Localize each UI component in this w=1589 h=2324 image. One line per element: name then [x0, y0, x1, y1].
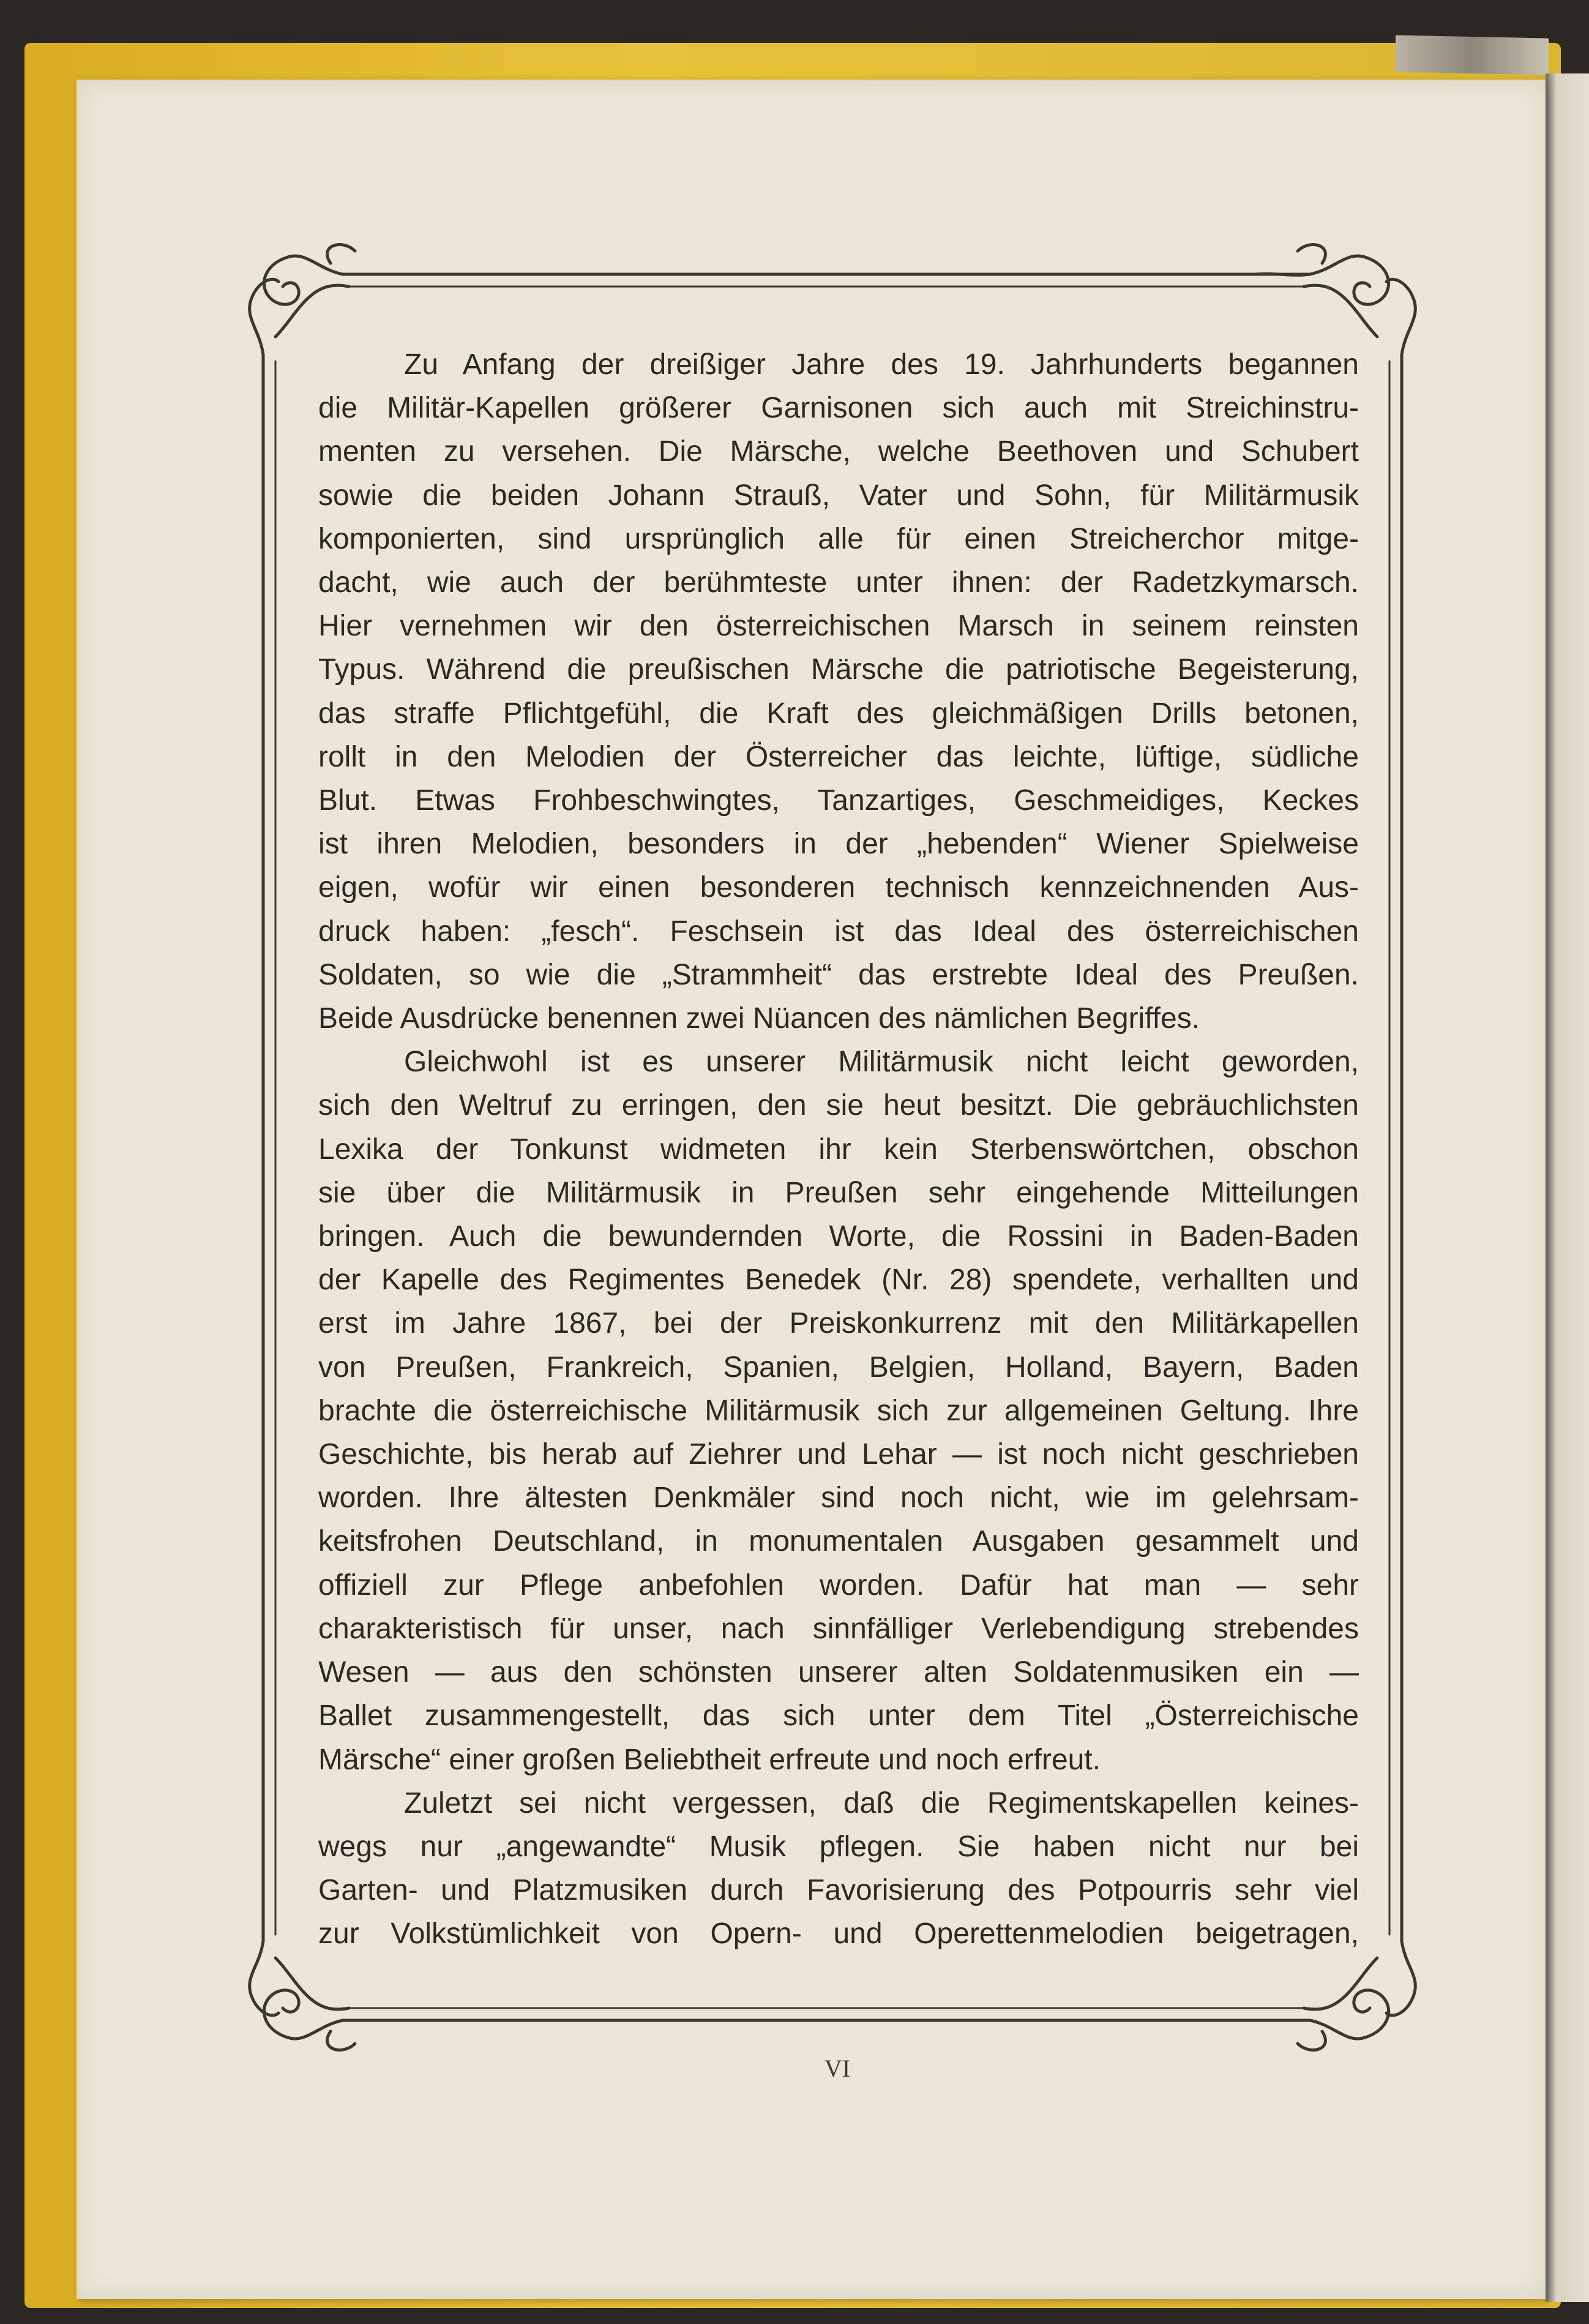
text-line: Blut. Etwas Frohbeschwingtes, Tanzartiges, Geschmeidiges, Keckes	[318, 784, 1359, 817]
text-line: sich den Weltruf zu erringen, den sie heut besitzt. Die gebräuchlichsten	[318, 1089, 1359, 1122]
text-line: sowie die beiden Johann Strauß, Vater und Sohn, für Militärmusik	[318, 479, 1359, 512]
text-line: Hier vernehmen wir den österreichischen Marsch in seinem reinsten	[318, 610, 1359, 643]
text-line: menten zu versehen. Die Märsche, welche Beethoven und Schubert	[318, 435, 1359, 468]
text-line: bringen. Auch die bewundernden Worte, die Rossini in Baden-Baden	[318, 1220, 1359, 1253]
text-line: Zu Anfang der dreißiger Jahre des 19. Jahrhunderts begannen	[404, 348, 1359, 381]
corner-ornament-bottom-left	[250, 1941, 355, 2050]
text-line: ist ihren Melodien, besonders in der „hebenden“ Wiener Spielweise	[318, 828, 1359, 861]
page-number: VI	[824, 2055, 851, 2082]
text-line: Lexika der Tonkunst widmeten ihr kein Sterbenswörtchen, obschon	[318, 1133, 1359, 1166]
text-line: Ballet zusammengestellt, das sich unter dem Titel „Österreichische	[318, 1700, 1359, 1733]
text-line: brachte die österreichische Militärmusik sich zur allgemeinen Geltung. Ihre	[318, 1394, 1359, 1427]
text-line: eigen, wofür wir einen besonderen technisch kennzeichnenden Aus-	[318, 871, 1359, 904]
text-line: von Preußen, Frankreich, Spanien, Belgien, Holland, Bayern, Baden	[318, 1351, 1359, 1384]
text-line: Geschichte, bis herab auf Ziehrer und Lehar — ist noch nicht geschrieben	[318, 1438, 1359, 1471]
corner-ornament-bottom-right	[1298, 1941, 1415, 2050]
text-line: druck haben: „fesch“. Feschsein ist das Ideal des österreichischen	[318, 915, 1359, 948]
text-line: Soldaten, so wie die „Strammheit“ das erstrebte Ideal des Preußen.	[318, 958, 1359, 991]
text-line: komponierten, sind ursprünglich alle für einen Streicherchor mitge-	[318, 522, 1359, 555]
text-line: Typus. Während die preußischen Märsche die patriotische Begeisterung,	[318, 653, 1359, 686]
text-line: Gleichwohl ist es unserer Militärmusik nicht leicht geworden,	[404, 1046, 1359, 1079]
text-line: erst im Jahre 1867, bei der Preiskonkurrenz mit den Militärkapellen	[318, 1307, 1359, 1340]
text-line: charakteristisch für unser, nach sinnfälliger Verlebendigung strebendes	[318, 1612, 1359, 1645]
text-line: sie über die Militärmusik in Preußen sehr eingehende Mitteilungen	[318, 1176, 1359, 1209]
text-line: Zuletzt sei nicht vergessen, daß die Regimentskapellen keines-	[404, 1786, 1359, 1820]
text-line: keitsfrohen Deutschland, in monumentalen Ausgaben gesammelt und	[318, 1525, 1359, 1558]
text-line: offiziell zur Pflege anbefohlen worden. Dafür hat man — sehr	[318, 1569, 1359, 1602]
body-text	[318, 343, 1359, 1956]
text-line: rollt in den Melodien der Österreicher das leichte, lüftige, südliche	[318, 740, 1359, 773]
text-line: das straffe Pflichtgefühl, die Kraft des gleichmäßigen Drills betonen,	[318, 697, 1359, 730]
text-line: die Militär-Kapellen größerer Garnisonen sich auch mit Streichinstru-	[318, 392, 1359, 425]
text-line: Beide Ausdrücke benennen zwei Nüancen des nämlichen Begriffes.	[318, 1002, 1200, 1035]
text-line: wegs nur „angewandte“ Musik pflegen. Sie haben nicht nur bei	[318, 1830, 1359, 1863]
text-line: worden. Ihre ältesten Denkmäler sind noch nicht, wie im gelehrsam-	[318, 1482, 1359, 1515]
text-line: dacht, wie auch der berühmteste unter ihnen: der Radetzkymarsch.	[318, 566, 1359, 599]
corner-ornament-top-right	[1255, 245, 1415, 355]
text-line: der Kapelle des Regimentes Benedek (Nr. 28) spendete, verhallten und	[318, 1264, 1359, 1297]
text-line: Garten- und Platzmusiken durch Favorisierung des Potpourris sehr viel	[318, 1874, 1359, 1907]
text-line: Wesen — aus den schönsten unserer alten Soldatenmusiken ein —	[318, 1656, 1359, 1689]
text-line: Märsche“ einer großen Beliebtheit erfreute und noch erfreut.	[318, 1743, 1101, 1776]
text-line: zur Volkstümlichkeit von Opern- und Operettenmelodien beigetragen,	[318, 1917, 1359, 1951]
corner-ornament-top-left	[250, 245, 355, 355]
